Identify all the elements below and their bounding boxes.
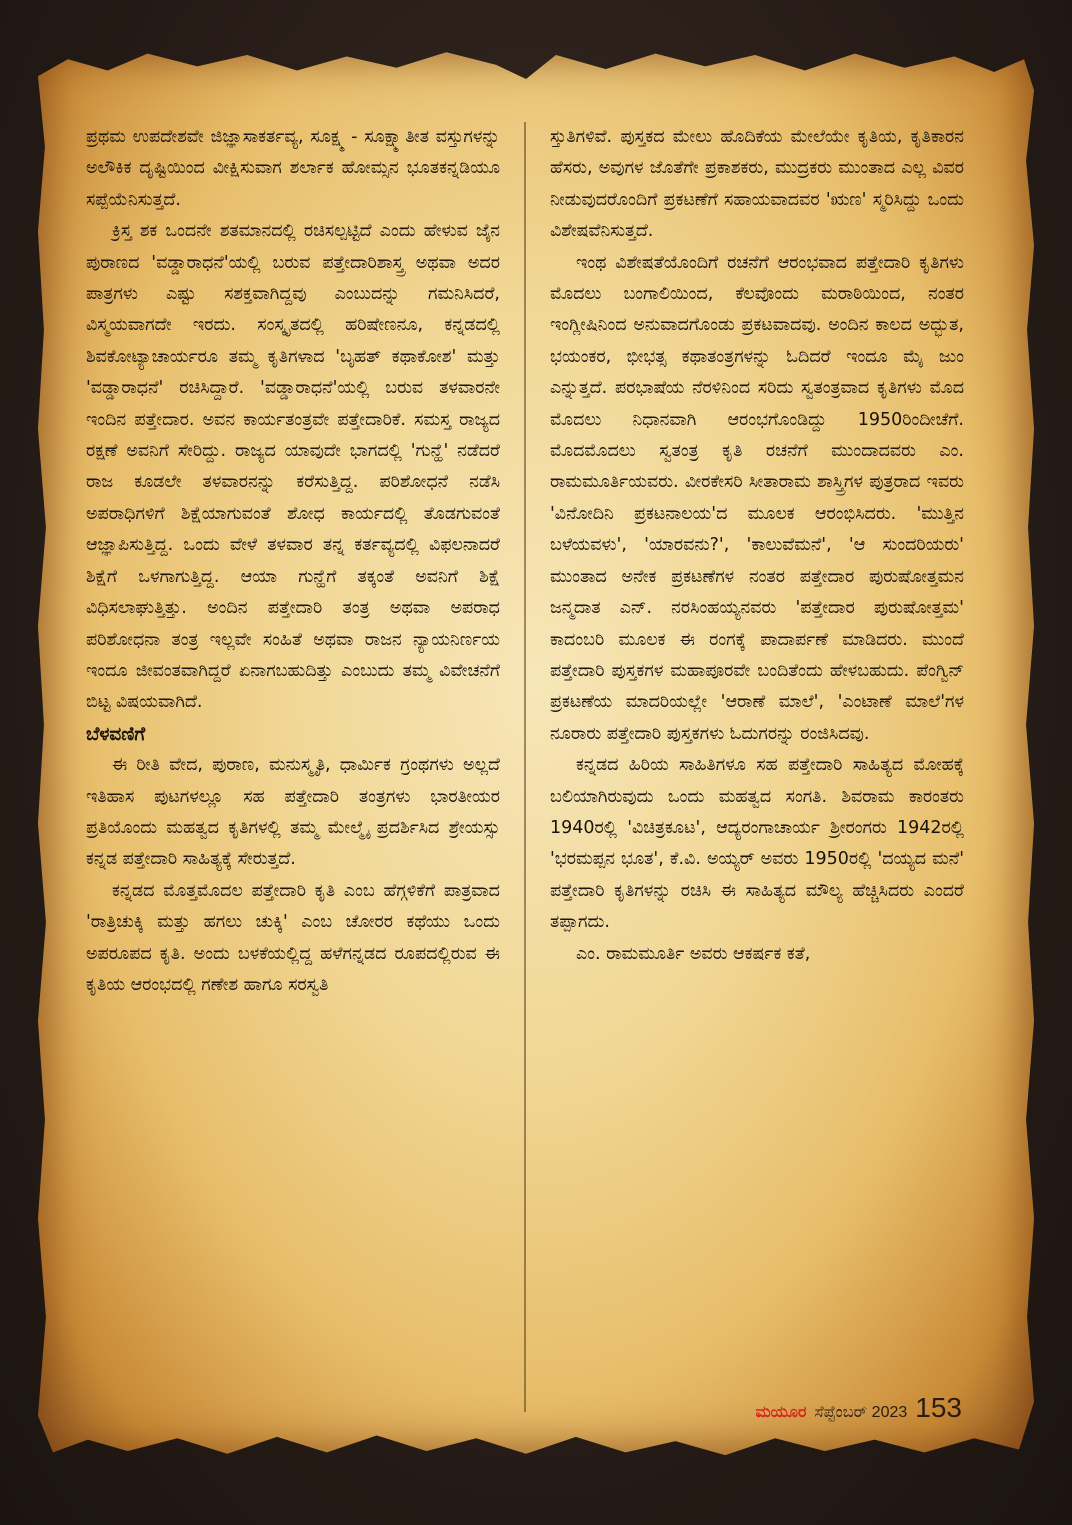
paragraph: ಸ್ತುತಿಗಳಿವೆ. ಪುಸ್ತಕದ ಮೇಲು ಹೊದಿಕೆಯ ಮೇಲೆಯೇ ಕೃತಿಯ, ಕೃತಿಕಾರನ ಹೆಸರು, ಅವುಗಳ ಜೊತೆಗೇ ಪ್ರಕಾಶಕರು, ಮುದ್ರಕರು ಮುಂತಾದ ಎಲ್ಲ ವಿವರ ನೀಡುವುದರೊಂದಿಗೆ ಪ್ರಕಟಣೆಗೆ ಸಹಾಯವಾದವರ 'ಋಣ' ಸ್ಮರಿಸಿದ್ದು ಒಂದು ವಿಶೇಷವೆನಿಸುತ್ತದೆ. <box>550 127 964 242</box>
issue-date: ಸೆಪ್ಟೆಂಬರ್ 2023 <box>814 1404 908 1421</box>
right-column <box>550 122 964 970</box>
magazine-name: ಮಯೂರ <box>755 1404 807 1421</box>
paragraph: ಕನ್ನಡದ ಹಿರಿಯ ಸಾಹಿತಿಗಳೂ ಸಹ ಪತ್ತೇದಾರಿ ಸಾಹಿತ್ಯದ ಮೋಹಕ್ಕೆ ಬಲಿಯಾಗಿರುವುದು ಒಂದು ಮಹತ್ವದ ಸಂಗತಿ. ಶಿವರಾಮ ಕಾರಂತರು 1940ರಲ್ಲಿ 'ವಿಚಿತ್ರಕೂಟ', ಆದ್ಯರಂಗಾಚಾರ್ಯ ಶ್ರೀರಂಗರು 1942ರಲ್ಲಿ 'ಭರಮಪ್ಪನ ಭೂತ', ಕೆ.ವಿ. ಅಯ್ಯರ್ ಅವರು 1950ರಲ್ಲಿ 'ದಯ್ಯದ ಮನೆ' ಪತ್ತೇದಾರಿ ಕೃತಿಗಳನ್ನು ರಚಿಸಿ ಈ ಸಾಹಿತ್ಯದ ಮೌಲ್ಯ ಹೆಚ್ಚಿಸಿದರು ಎಂದರೆ ತಪ್ಪಾಗದು. <box>550 755 964 933</box>
paragraph: ಇಂಥ ವಿಶೇಷತೆಯೊಂದಿಗೆ ರಚನೆಗೆ ಆರಂಭವಾದ ಪತ್ತೇದಾರಿ ಕೃತಿಗಳು ಮೊದಲು ಬಂಗಾಲಿಯಿಂದ, ಕೆಲವೊಂದು ಮರಾಠಿಯಿಂದ, ನಂತರ ಇಂಗ್ಲೀಷಿನಿಂದ ಅನುವಾದಗೊಂಡು ಪ್ರಕಟವಾದವು. ಅಂದಿನ ಕಾಲದ ಅದ್ಭುತ, ಭಯಂಕರ, ಭೀಭತ್ಸ ಕಥಾತಂತ್ರಗಳನ್ನು ಓದಿದರೆ ಇಂದೂ ಮೈ ಜುಂ ಎನ್ನುತ್ತದೆ. ಪರಭಾಷೆಯ ನೆರಳಿನಿಂದ ಸರಿದು ಸ್ವತಂತ್ರವಾದ ಕೃತಿಗಳು ಮೊದ ಮೊದಲು ನಿಧಾನವಾಗಿ ಆರಂಭಗೊಂಡಿದ್ದು 1950ರಿಂದೀಚೆಗೆ. ಮೊದಮೊದಲು ಸ್ವತಂತ್ರ ಕೃತಿ ರಚನೆಗೆ ಮುಂದಾದವರು ಎಂ. ರಾಮಮೂರ್ತಿಯವರು. ವೀರಕೇಸರಿ ಸೀತಾರಾಮ ಶಾಸ್ತ್ರಿಗಳ ಪುತ್ರರಾದ ಇವರು 'ವಿನೋದಿನಿ ಪ್ರಕಟನಾಲಯ'ದ ಮೂಲಕ ಆರಂಭಿಸಿದರು. 'ಮುತ್ತಿನ ಬಳೆಯವಳು', 'ಯಾರವನು?', 'ಕಾಲುವೆಮನೆ', 'ಆ ಸುಂದರಿಯರು' ಮುಂತಾದ ಅನೇಕ ಪ್ರಕಟಣೆಗಳ ನಂತರ ಪತ್ತೇದಾರ ಪುರುಷೋತ್ತಮನ ಜನ್ಮದಾತ ಎನ್. ನರಸಿಂಹಯ್ಯನವರು 'ಪತ್ತೇದಾರ ಪುರುಷೋತ್ತಮ' ಕಾದಂಬರಿ ಮೂಲಕ ಈ ರಂಗಕ್ಕೆ ಪಾದಾರ್ಪಣೆ ಮಾಡಿದರು. ಮುಂದೆ ಪತ್ತೇದಾರಿ ಪುಸ್ತಕಗಳ ಮಹಾಪೂರವೇ ಬಂದಿತೆಂದು ಹೇಳಬಹುದು. ಪೆಂಗ್ವಿನ್ ಪ್ರಕಟಣೆಯ ಮಾದರಿಯಲ್ಲೇ 'ಆರಾಣೆ ಮಾಲೆ', 'ಎಂಟಾಣೆ ಮಾಲೆ'ಗಳ ನೂರಾರು ಪತ್ತೇದಾರಿ ಪುಸ್ತಕಗಳು ಓದುಗರನ್ನು ರಂಜಿಸಿದವು. <box>550 252 964 744</box>
page-number: 153 <box>915 1392 962 1423</box>
page-footer <box>700 1392 962 1428</box>
paragraph: ಈ ರೀತಿ ವೇದ, ಪುರಾಣ, ಮನುಸ್ಮೃತಿ, ಧಾರ್ಮಿಕ ಗ್ರಂಥಗಳು ಅಲ್ಲದೆ ಇತಿಹಾಸ ಪುಟಗಳಲ್ಲೂ ಸಹ ಪತ್ತೇದಾರಿ ತಂತ್ರಗಳು ಭಾರತೀಯರ ಪ್ರತಿಯೊಂದು ಮಹತ್ವದ ಕೃತಿಗಳಲ್ಲಿ ತಮ್ಮ ಮೇಲ್ಮೈ ಪ್ರದರ್ಶಿಸಿದ ಶ್ರೇಯಸ್ಸು ಕನ್ನಡ ಪತ್ತೇದಾರಿ ಸಾಹಿತ್ಯಕ್ಕೆ ಸೇರುತ್ತದೆ. <box>86 755 500 870</box>
left-column <box>86 122 500 1001</box>
paragraph: ಕನ್ನಡದ ಮೊತ್ತಮೊದಲ ಪತ್ತೇದಾರಿ ಕೃತಿ ಎಂಬ ಹೆಗ್ಗಳಿಕೆಗೆ ಪಾತ್ರವಾದ 'ರಾತ್ರಿಚುಕ್ಕಿ ಮತ್ತು ಹಗಲು ಚುಕ್ಕಿ' ಎಂಬ ಚೋರರ ಕಥೆಯು ಒಂದು ಅಪರೂಪದ ಕೃತಿ. ಅಂದು ಬಳಕೆಯಲ್ಲಿದ್ದ ಹಳೆಗನ್ನಡದ ರೂಪದಲ್ಲಿರುವ ಈ ಕೃತಿಯ ಆರಂಭದಲ್ಲಿ ಗಣೇಶ ಹಾಗೂ ಸರಸ್ವತಿ <box>86 880 500 995</box>
paragraph: ಕ್ರಿಸ್ತ ಶಕ ಒಂದನೇ ಶತಮಾನದಲ್ಲಿ ರಚಿಸಲ್ಪಟ್ಟಿದೆ ಎಂದು ಹೇಳುವ ಜೈನ ಪುರಾಣದ 'ವಡ್ಡಾರಾಧನೆ'ಯಲ್ಲಿ ಬರುವ ಪತ್ತೇದಾರಿಶಾಸ್ತ್ರ ಅಥವಾ ಅದರ ಪಾತ್ರಗಳು ಎಷ್ಟು ಸಶಕ್ತವಾಗಿದ್ದವು ಎಂಬುದನ್ನು ಗಮನಿಸಿದರೆ, ವಿಸ್ಮಯವಾಗದೇ ಇರದು. ಸಂಸ್ಕೃತದಲ್ಲಿ ಹರಿಷೇಣನೂ, ಕನ್ನಡದಲ್ಲಿ ಶಿವಕೋಟ್ಯಾಚಾರ್ಯರೂ ತಮ್ಮ ಕೃತಿಗಳಾದ 'ಬೃಹತ್ ಕಥಾಕೋಶ' ಮತ್ತು 'ವಡ್ಡಾರಾಧನೆ' ರಚಿಸಿದ್ದಾರೆ. 'ವಡ್ಡಾರಾಧನೆ'ಯಲ್ಲಿ ಬರುವ ತಳವಾರನೇ ಇಂದಿನ ಪತ್ತೇದಾರ. ಅವನ ಕಾರ್ಯತಂತ್ರವೇ ಪತ್ತೇದಾರಿಕೆ. ಸಮಸ್ತ ರಾಜ್ಯದ ರಕ್ಷಣೆ ಅವನಿಗೆ ಸೇರಿದ್ದು. ರಾಜ್ಯದ ಯಾವುದೇ ಭಾಗದಲ್ಲಿ 'ಗುನ್ಹೆ' ನಡೆದರೆ ರಾಜ ಕೂಡಲೇ ತಳವಾರನನ್ನು ಕರೆಸುತ್ತಿದ್ದ. ಪರಿಶೋಧನೆ ನಡೆಸಿ ಅಪರಾಧಿಗಳಿಗೆ ಶಿಕ್ಷೆಯಾಗುವಂತೆ ಶೋಧ ಕಾರ್ಯದಲ್ಲಿ ತೊಡಗುವಂತೆ ಆಜ್ಞಾಪಿಸುತ್ತಿದ್ದ. ಒಂದು ವೇಳೆ ತಳವಾರ ತನ್ನ ಕರ್ತವ್ಯದಲ್ಲಿ ವಿಫಲನಾದರೆ ಶಿಕ್ಷೆಗೆ ಒಳಗಾಗುತ್ತಿದ್ದ. ಆಯಾ ಗುನ್ಹೆಗೆ ತಕ್ಕಂತೆ ಅವನಿಗೆ ಶಿಕ್ಷೆ ವಿಧಿಸಲಾಘುತ್ತಿತ್ತು. ಅಂದಿನ ಪತ್ತೇದಾರಿ ತಂತ್ರ ಅಥವಾ ಅಪರಾಧ ಪರಿಶೋಧನಾ ತಂತ್ರ ಇಲ್ಲವೇ ಸಂಹಿತೆ ಅಥವಾ ರಾಜನ ನ್ಯಾಯನಿರ್ಣಯ ಇಂದೂ ಜೀವಂತವಾಗಿದ್ದರೆ ಏನಾಗಬಹುದಿತ್ತು ಎಂಬುದು ತಮ್ಮ ವಿವೇಚನೆಗೆ ಬಿಟ್ಟ ವಿಷಯವಾಗಿದೆ. <box>86 221 500 713</box>
column-divider <box>524 122 526 1412</box>
section-heading: ಬೆಳವಣಿಗೆ <box>86 723 146 745</box>
paragraph: ಎಂ. ರಾಮಮೂರ್ತಿ ಅವರು ಆಕರ್ಷಕ ಕತೆ, <box>576 943 811 964</box>
paragraph: ಪ್ರಥಮ ಉಪದೇಶವೇ ಜಿಜ್ಞಾಸಾಕರ್ತವ್ಯ, ಸೂಕ್ಷ್ಮ - ಸೂಕ್ಷ್ಮಾತೀತ ವಸ್ತುಗಳನ್ನು ಅಲೌಕಿಕ ದೃಷ್ಟಿಯಿಂದ ವೀಕ್ಷಿಸುವಾಗ ಶರ್ಲಾಕ ಹೋಮ್ಸನ ಭೂತಕನ್ನಡಿಯೂ ಸಪ್ಪೆಯೆನಿಸುತ್ತದೆ. <box>86 127 500 210</box>
